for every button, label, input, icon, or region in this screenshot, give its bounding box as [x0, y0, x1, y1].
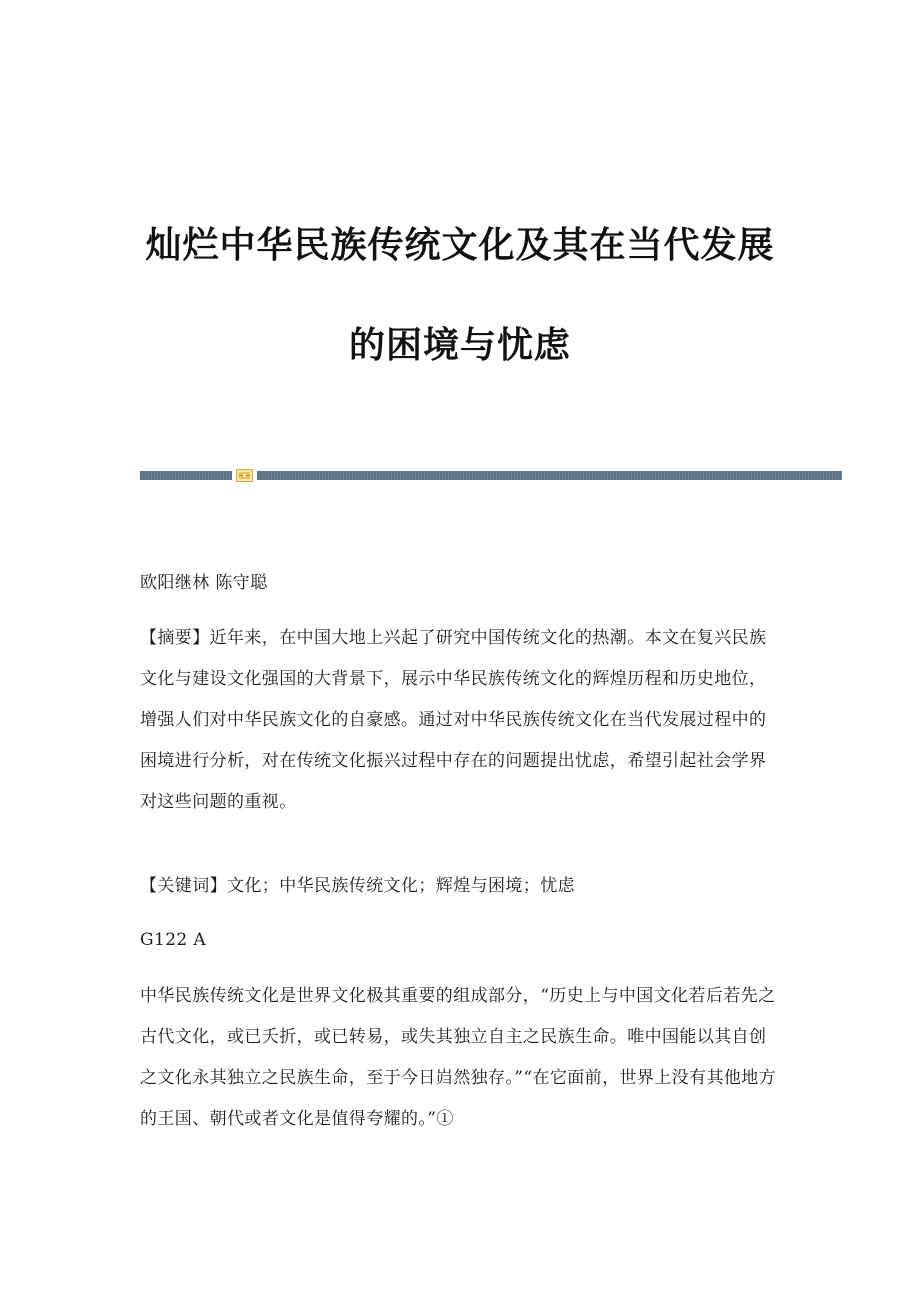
keywords-label: 【关键词】 — [140, 876, 227, 896]
body-paragraph-1: 中华民族传统文化是世界文化极其重要的组成部分，“历史上与中国文化若后若先之古代文化，或已夭折，或已转易，或失其独立自主之民族生命。唯中国能以其自创之文化永其独立之民族生命，至于今日岿然独存。”“在它面前，世界上没有其他地方的王国、朝代或者文化是值得夸耀的。”① — [140, 986, 777, 1129]
keywords-text: 文化；中华民族传统文化；辉煌与困境；忧虑 — [227, 876, 575, 896]
abstract-label: 【摘要】 — [140, 628, 210, 648]
abstract-text: 近年来，在中国大地上兴起了研究中国传统文化的热潮。本文在复兴民族文化与建设文化强国的大背景下，展示中华民族传统文化的辉煌历程和历史地位，增强人们对中华民族文化的自豪感。通过对中华民族传统文化在当代发展过程中的困境进行分析，对在传统文化振兴过程中存在的问题提出忧虑，希望引起社会学界对这些问题的重视。 — [140, 628, 767, 812]
keywords — [140, 866, 780, 907]
title-divider — [140, 471, 842, 480]
divider-bar-right — [257, 471, 842, 480]
classification-code: G122 A — [140, 930, 207, 950]
title-line-1: 灿烂中华民族传统文化及其在当代发展 — [145, 225, 775, 266]
divider-ornament-icon — [236, 469, 253, 482]
abstract — [140, 618, 780, 823]
authors: 欧阳继林 陈守聪 — [140, 573, 268, 593]
title-line-2: 的困境与忧虑 — [348, 325, 571, 366]
divider-bar-left — [140, 471, 232, 480]
